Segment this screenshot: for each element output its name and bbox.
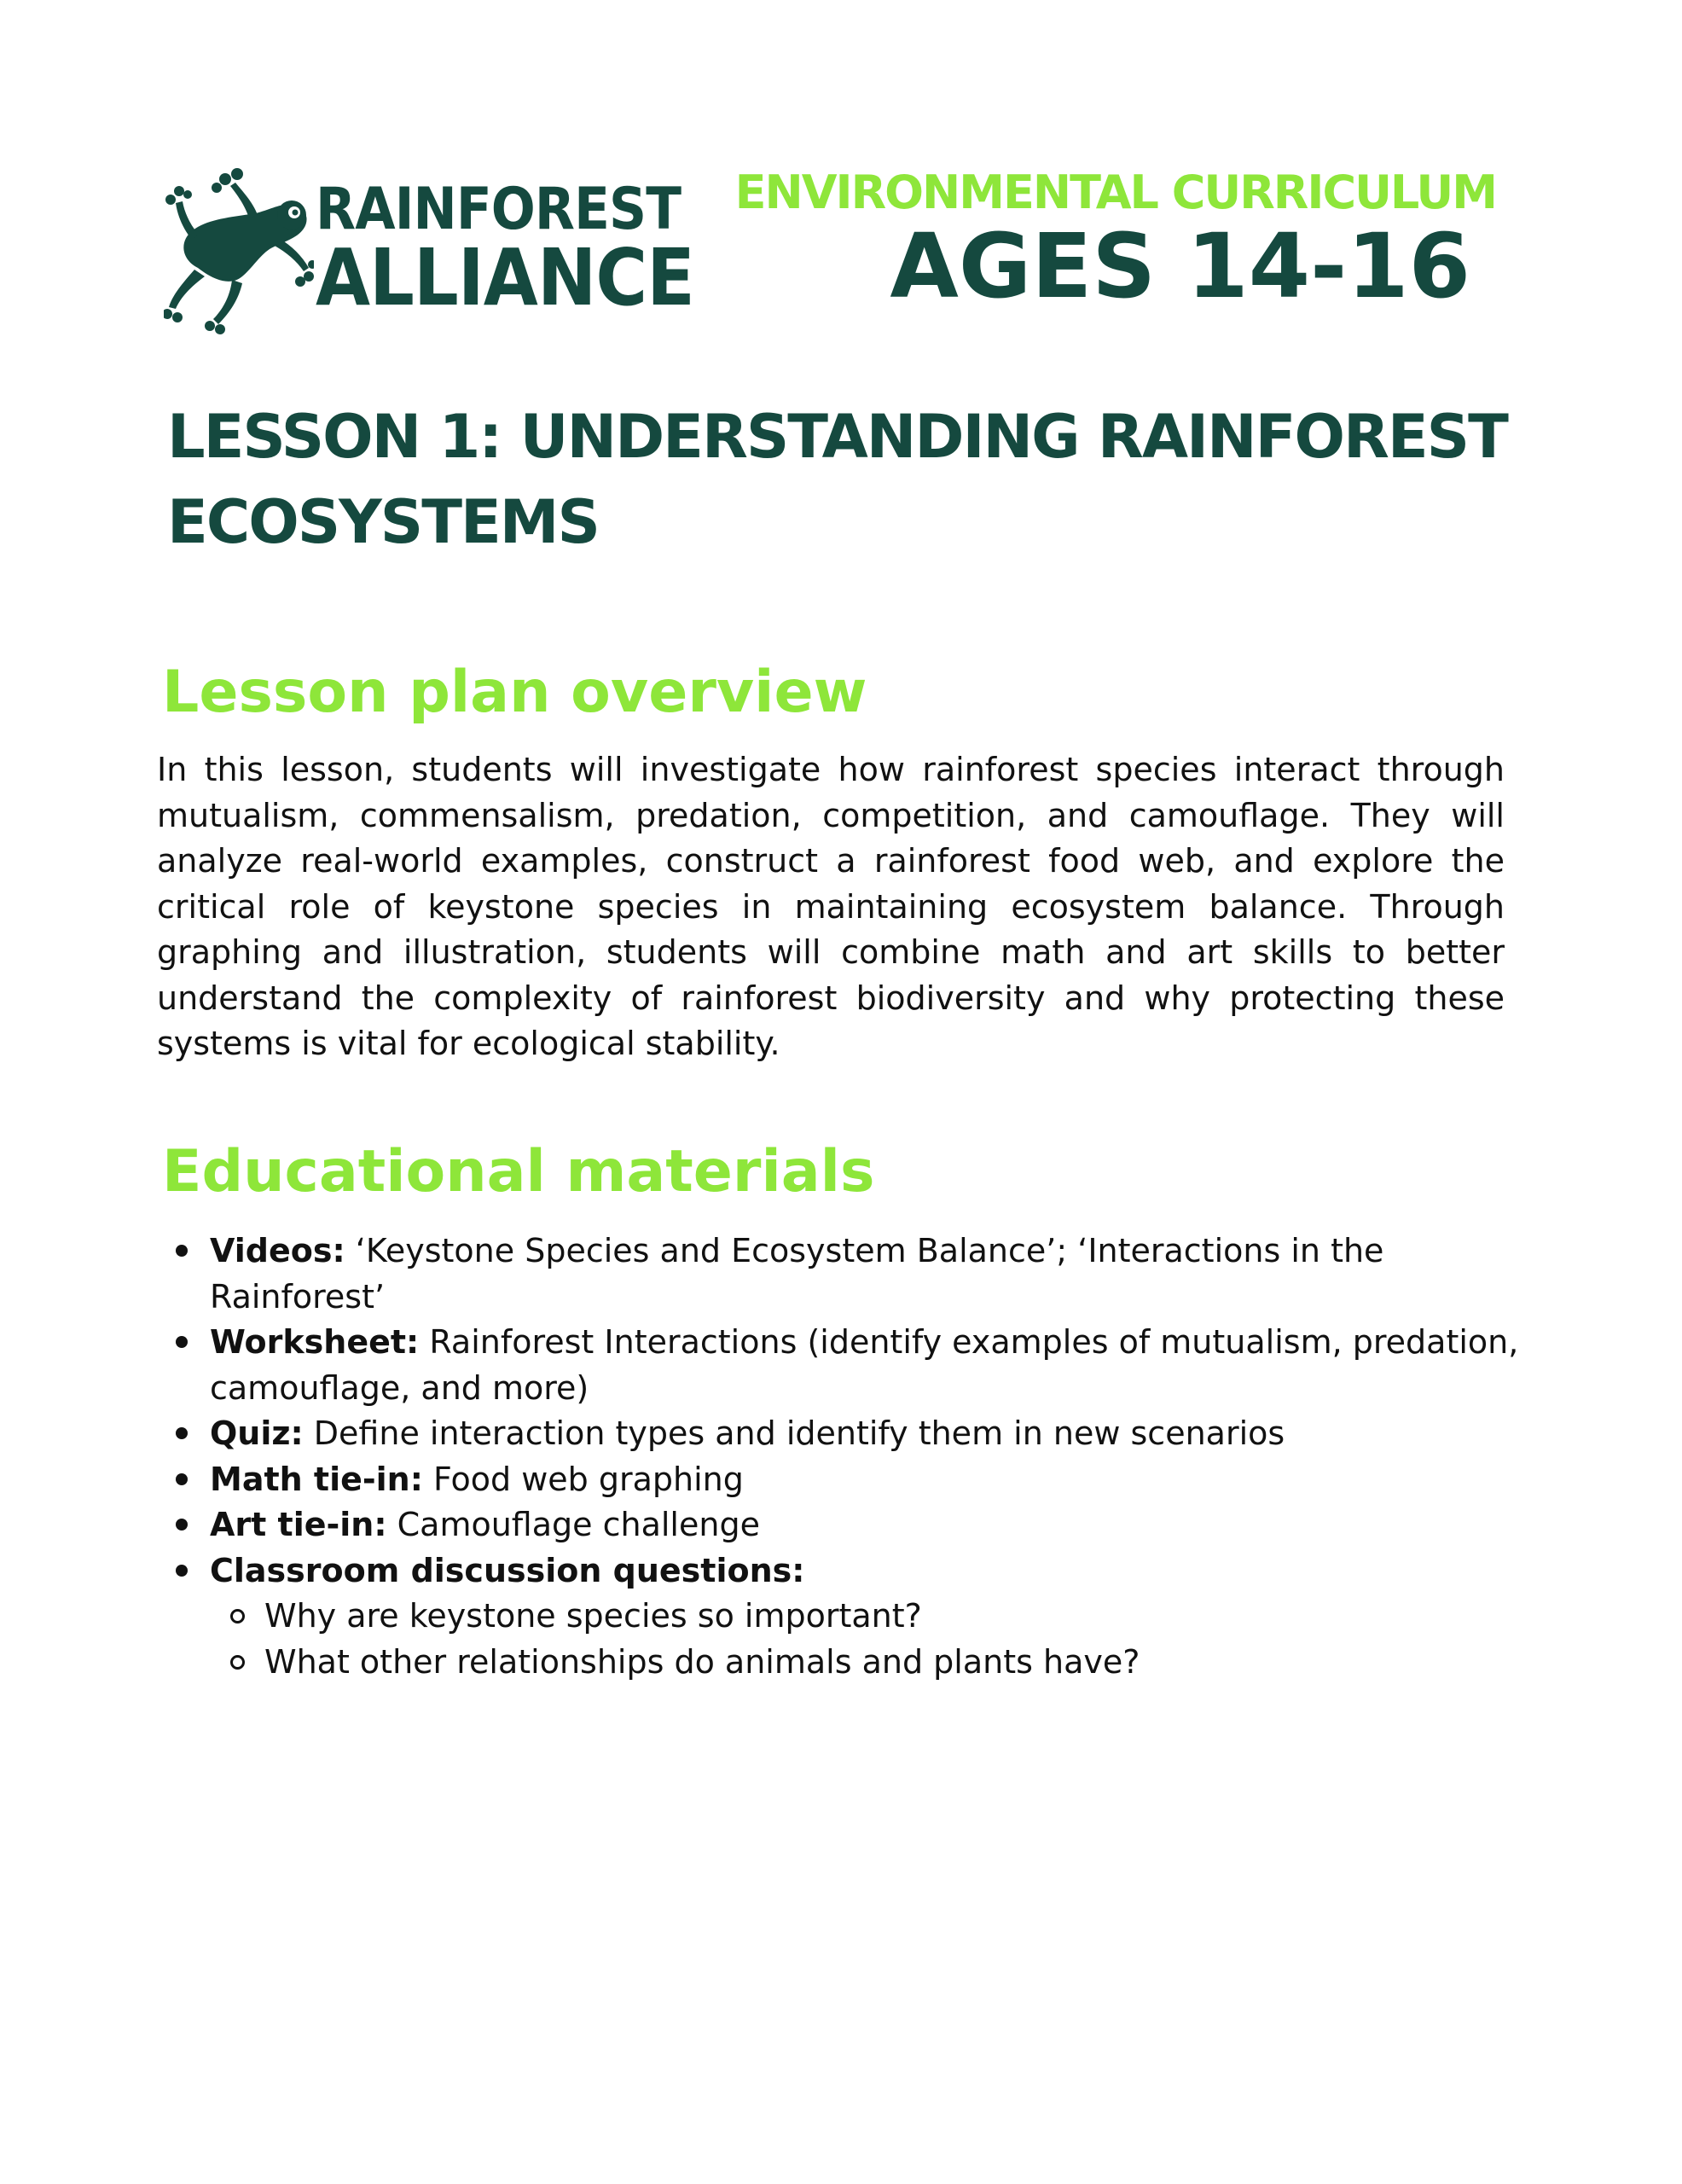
curriculum-ages: AGES 14-16 <box>890 214 1470 318</box>
logo-text-alliance: ALLIANCE <box>316 232 694 323</box>
list-item-quiz <box>210 1411 1540 1457</box>
item-label: Worksheet: <box>210 1323 420 1361</box>
hollow-bullet-icon <box>230 1655 245 1670</box>
item-text: Camouflage challenge <box>386 1506 760 1543</box>
curriculum-label: ENVIRONMENTAL CURRICULUM <box>734 166 1496 219</box>
bullet-icon <box>176 1565 188 1577</box>
overview-paragraph: In this lesson, students will investigate how rainforest species interact through mutualism, commensalism, predation, competition, and camouflage. They will analyze real-world examples, construct a rainforest food web, and explore the critical role of keystone species in maintaining ecosystem balance. Through graphing and illustration, students will combine math and art skills to better understand the complexity of rainforest biodiversity and why protecting these systems is vital for ecological stability. <box>157 751 1505 1062</box>
rainforest-alliance-logo <box>164 167 693 334</box>
item-text: Food web graphing <box>422 1460 744 1498</box>
overview-heading: Lesson plan overview <box>162 659 867 726</box>
sub-list-item <box>264 1594 1540 1640</box>
item-text: Rainforest Interactions (identify examples of mutualism, predation, camouflage, and more) <box>210 1323 1519 1407</box>
question-text: Why are keystone species so important? <box>264 1597 922 1635</box>
bullet-icon <box>176 1427 188 1439</box>
item-label: Classroom discussion questions: <box>210 1551 805 1589</box>
list-item-videos <box>210 1228 1540 1320</box>
frog-icon <box>164 167 314 334</box>
discussion-questions-list <box>210 1594 1540 1685</box>
hollow-bullet-icon <box>230 1609 245 1623</box>
list-item-discussion-questions <box>210 1548 1540 1686</box>
item-label: Math tie-in: <box>210 1460 423 1498</box>
lesson-title: LESSON 1: UNDERSTANDING RAINFOREST ECOSYSTEMS <box>167 402 1507 557</box>
sub-list-item <box>264 1640 1540 1686</box>
materials-list <box>210 1228 1540 1685</box>
list-item-art-tie-in <box>210 1502 1540 1548</box>
question-text: What other relationships do animals and plants have? <box>264 1642 1140 1681</box>
item-text: Define interaction types and identify them in new scenarios <box>303 1414 1285 1452</box>
item-label: Quiz: <box>210 1414 304 1452</box>
item-text: ‘Keystone Species and Ecosystem Balance’; ‘Interactions in the Rainforest’ <box>210 1232 1384 1316</box>
list-item-worksheet <box>210 1320 1540 1411</box>
bullet-icon <box>176 1245 188 1257</box>
curriculum-badge <box>734 166 1496 318</box>
item-label: Art tie-in: <box>210 1506 387 1543</box>
logo-text-rainforest: RAINFOREST <box>316 176 682 243</box>
bullet-icon <box>176 1336 188 1348</box>
list-item-math-tie-in <box>210 1457 1540 1503</box>
materials-heading: Educational materials <box>162 1138 875 1205</box>
bullet-icon <box>176 1519 188 1531</box>
item-label: Videos: <box>210 1232 345 1269</box>
bullet-icon <box>176 1473 188 1485</box>
